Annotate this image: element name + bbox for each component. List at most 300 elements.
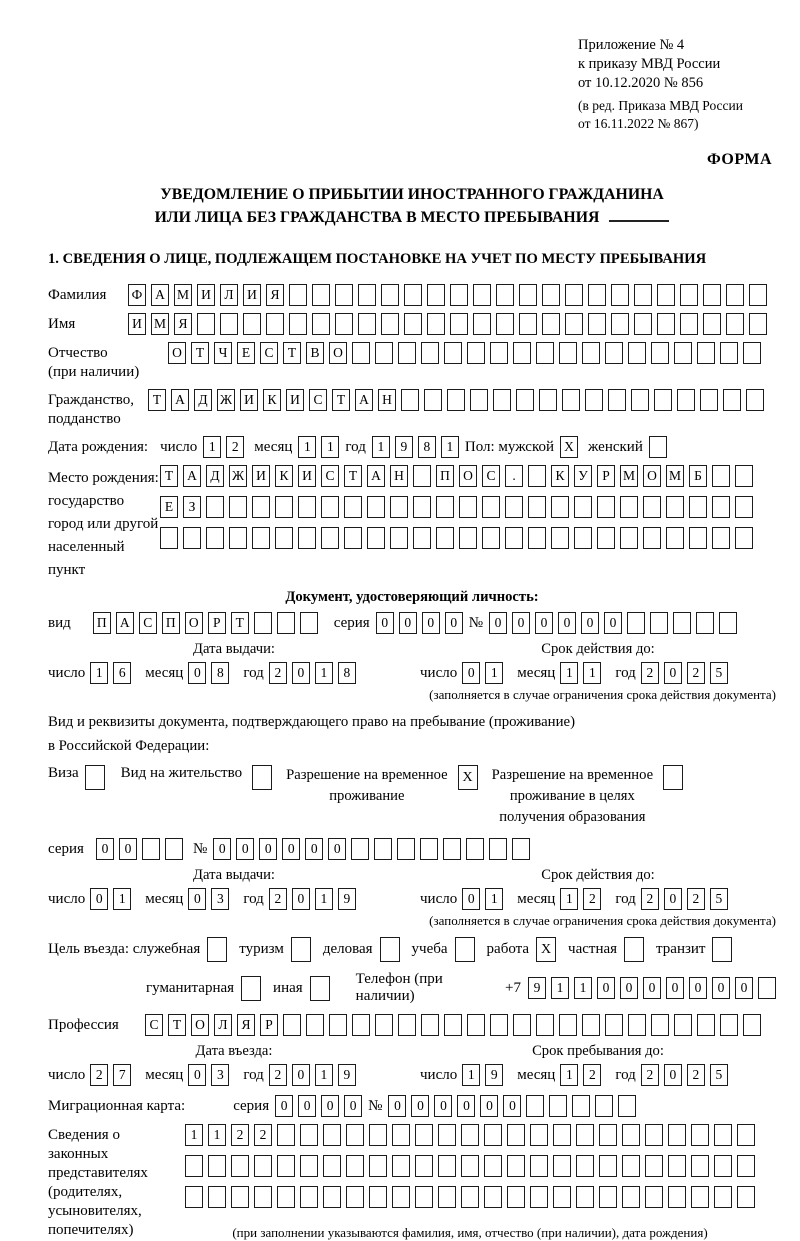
- cell[interactable]: 5: [710, 1064, 728, 1086]
- cell[interactable]: [562, 389, 580, 411]
- cell[interactable]: О: [459, 465, 477, 487]
- legal-reps-cells-row2[interactable]: [185, 1155, 755, 1177]
- cell[interactable]: 0: [292, 1064, 310, 1086]
- cell[interactable]: [346, 1186, 364, 1208]
- cell[interactable]: Р: [260, 1014, 278, 1036]
- cell[interactable]: [489, 838, 507, 860]
- cell[interactable]: З: [183, 496, 201, 518]
- cell[interactable]: [673, 612, 691, 634]
- cell[interactable]: [536, 342, 554, 364]
- cell[interactable]: [551, 527, 569, 549]
- cell[interactable]: [735, 527, 753, 549]
- doc-kind-cells[interactable]: [93, 612, 318, 634]
- cell[interactable]: 2: [269, 662, 287, 684]
- cell[interactable]: [691, 1155, 709, 1177]
- cell[interactable]: [321, 496, 339, 518]
- cell[interactable]: 0: [462, 888, 480, 910]
- birth-place-cells-row2[interactable]: [160, 496, 753, 518]
- cell[interactable]: [381, 284, 399, 306]
- stay-day-cells[interactable]: [462, 1064, 503, 1086]
- cell[interactable]: [677, 389, 695, 411]
- cell[interactable]: X: [560, 436, 578, 458]
- cell[interactable]: 0: [643, 977, 661, 999]
- sex-male-checkbox[interactable]: [560, 436, 578, 458]
- cell[interactable]: [680, 313, 698, 335]
- cell[interactable]: [691, 1124, 709, 1146]
- cell[interactable]: Л: [220, 284, 238, 306]
- cell[interactable]: [700, 389, 718, 411]
- cell[interactable]: И: [252, 465, 270, 487]
- cell[interactable]: 1: [372, 436, 390, 458]
- cell[interactable]: [375, 1014, 393, 1036]
- cell[interactable]: [622, 1124, 640, 1146]
- cell[interactable]: 0: [388, 1095, 406, 1117]
- purpose-transit-checkbox[interactable]: [712, 937, 732, 962]
- cell[interactable]: [392, 1186, 410, 1208]
- given-name-cells[interactable]: [128, 313, 767, 335]
- cell[interactable]: [461, 1155, 479, 1177]
- profession-cells[interactable]: [145, 1014, 761, 1036]
- cell[interactable]: 1: [208, 1124, 226, 1146]
- cell[interactable]: [367, 527, 385, 549]
- cell[interactable]: [436, 496, 454, 518]
- cell[interactable]: [283, 1014, 301, 1036]
- cell[interactable]: [689, 527, 707, 549]
- cell[interactable]: 0: [119, 838, 137, 860]
- cell[interactable]: П: [436, 465, 454, 487]
- cell[interactable]: [438, 1186, 456, 1208]
- cell[interactable]: [605, 342, 623, 364]
- cell[interactable]: О: [191, 1014, 209, 1036]
- cell[interactable]: 1: [583, 662, 601, 684]
- cell[interactable]: 0: [664, 888, 682, 910]
- id-valid-year-cells[interactable]: [641, 662, 728, 684]
- cell[interactable]: [651, 1014, 669, 1036]
- cell[interactable]: [519, 313, 537, 335]
- cell[interactable]: [645, 1155, 663, 1177]
- cell[interactable]: [323, 1155, 341, 1177]
- cell[interactable]: [447, 389, 465, 411]
- cell[interactable]: 1: [315, 1064, 333, 1086]
- cell[interactable]: [344, 527, 362, 549]
- cell[interactable]: Т: [191, 342, 209, 364]
- cell[interactable]: 1: [485, 888, 503, 910]
- cell[interactable]: [427, 284, 445, 306]
- cell[interactable]: 0: [213, 838, 231, 860]
- cell[interactable]: [467, 342, 485, 364]
- cell[interactable]: [427, 313, 445, 335]
- cell[interactable]: 0: [236, 838, 254, 860]
- cell[interactable]: [206, 527, 224, 549]
- cell[interactable]: 0: [344, 1095, 362, 1117]
- cell[interactable]: [392, 1155, 410, 1177]
- cell[interactable]: [643, 496, 661, 518]
- cell[interactable]: [507, 1155, 525, 1177]
- cell[interactable]: [413, 496, 431, 518]
- cell[interactable]: [397, 838, 415, 860]
- cell[interactable]: [467, 1014, 485, 1036]
- cell[interactable]: [404, 284, 422, 306]
- cell[interactable]: [536, 1014, 554, 1036]
- cell[interactable]: .: [505, 465, 523, 487]
- cell[interactable]: [358, 313, 376, 335]
- cell[interactable]: [380, 937, 400, 962]
- cell[interactable]: [735, 496, 753, 518]
- cell[interactable]: [668, 1186, 686, 1208]
- cell[interactable]: [714, 1186, 732, 1208]
- res-series-cells[interactable]: [96, 838, 183, 860]
- cell[interactable]: [444, 342, 462, 364]
- cell[interactable]: 0: [620, 977, 638, 999]
- cell[interactable]: 3: [211, 888, 229, 910]
- cell[interactable]: 2: [687, 1064, 705, 1086]
- doc-number-cells[interactable]: [489, 612, 737, 634]
- cell[interactable]: [746, 389, 764, 411]
- cell[interactable]: [415, 1155, 433, 1177]
- cell[interactable]: [401, 389, 419, 411]
- cell[interactable]: [321, 527, 339, 549]
- citizenship-cells[interactable]: [148, 389, 764, 411]
- cell[interactable]: [335, 313, 353, 335]
- cell[interactable]: [627, 612, 645, 634]
- cell[interactable]: [551, 496, 569, 518]
- cell[interactable]: 1: [551, 977, 569, 999]
- cell[interactable]: [300, 1124, 318, 1146]
- cell[interactable]: 6: [113, 662, 131, 684]
- cell[interactable]: [599, 1155, 617, 1177]
- cell[interactable]: [735, 465, 753, 487]
- cell[interactable]: С: [309, 389, 327, 411]
- cell[interactable]: Р: [597, 465, 615, 487]
- cell[interactable]: Е: [160, 496, 178, 518]
- visa-checkbox[interactable]: [85, 765, 105, 790]
- cell[interactable]: 9: [395, 436, 413, 458]
- cell[interactable]: [697, 342, 715, 364]
- cell[interactable]: [306, 1014, 324, 1036]
- cell[interactable]: [507, 1124, 525, 1146]
- cell[interactable]: [381, 313, 399, 335]
- cell[interactable]: С: [482, 465, 500, 487]
- cell[interactable]: [351, 838, 369, 860]
- cell[interactable]: [470, 389, 488, 411]
- cell[interactable]: [654, 389, 672, 411]
- cell[interactable]: [680, 284, 698, 306]
- cell[interactable]: [582, 342, 600, 364]
- cell[interactable]: [719, 612, 737, 634]
- cell[interactable]: [300, 612, 318, 634]
- cell[interactable]: [482, 496, 500, 518]
- cell[interactable]: [622, 1155, 640, 1177]
- patronymic-cells[interactable]: [168, 342, 761, 364]
- cell[interactable]: 0: [434, 1095, 452, 1117]
- cell[interactable]: 1: [560, 1064, 578, 1086]
- cell[interactable]: П: [93, 612, 111, 634]
- cell[interactable]: [436, 527, 454, 549]
- cell[interactable]: 0: [445, 612, 463, 634]
- temp-residence-checkbox[interactable]: [458, 765, 478, 790]
- cell[interactable]: [703, 313, 721, 335]
- cell[interactable]: 8: [211, 662, 229, 684]
- res-issue-day-cells[interactable]: [90, 888, 131, 910]
- cell[interactable]: [420, 838, 438, 860]
- cell[interactable]: [473, 284, 491, 306]
- cell[interactable]: [390, 527, 408, 549]
- cell[interactable]: И: [298, 465, 316, 487]
- cell[interactable]: [674, 342, 692, 364]
- cell[interactable]: [634, 284, 652, 306]
- purpose-business-checkbox[interactable]: [380, 937, 400, 962]
- cell[interactable]: [413, 465, 431, 487]
- cell[interactable]: [574, 496, 592, 518]
- cell[interactable]: 1: [574, 977, 592, 999]
- cell[interactable]: [496, 284, 514, 306]
- cell[interactable]: [712, 937, 732, 962]
- cell[interactable]: 1: [113, 888, 131, 910]
- cell[interactable]: [323, 1186, 341, 1208]
- cell[interactable]: [329, 1014, 347, 1036]
- cell[interactable]: [542, 284, 560, 306]
- cell[interactable]: Б: [689, 465, 707, 487]
- cell[interactable]: 0: [328, 838, 346, 860]
- cell[interactable]: 1: [315, 662, 333, 684]
- cell[interactable]: 0: [275, 1095, 293, 1117]
- temp-residence-edu-checkbox[interactable]: [663, 765, 683, 790]
- cell[interactable]: [160, 527, 178, 549]
- cell[interactable]: А: [171, 389, 189, 411]
- cell[interactable]: [691, 1186, 709, 1208]
- cell[interactable]: [689, 496, 707, 518]
- id-issue-month-cells[interactable]: [188, 662, 229, 684]
- cell[interactable]: 0: [292, 888, 310, 910]
- cell[interactable]: [300, 1186, 318, 1208]
- cell[interactable]: С: [260, 342, 278, 364]
- cell[interactable]: X: [458, 765, 478, 790]
- cell[interactable]: [415, 1124, 433, 1146]
- cell[interactable]: [165, 838, 183, 860]
- cell[interactable]: [490, 342, 508, 364]
- cell[interactable]: 0: [259, 838, 277, 860]
- cell[interactable]: С: [145, 1014, 163, 1036]
- cell[interactable]: [252, 496, 270, 518]
- purpose-work-checkbox[interactable]: [536, 937, 556, 962]
- cell[interactable]: 0: [735, 977, 753, 999]
- cell[interactable]: [666, 527, 684, 549]
- cell[interactable]: [516, 389, 534, 411]
- cell[interactable]: Р: [208, 612, 226, 634]
- cell[interactable]: [624, 937, 644, 962]
- cell[interactable]: 1: [560, 888, 578, 910]
- purpose-tourism-checkbox[interactable]: [291, 937, 311, 962]
- cell[interactable]: [726, 313, 744, 335]
- cell[interactable]: Я: [174, 313, 192, 335]
- cell[interactable]: [565, 284, 583, 306]
- cell[interactable]: [737, 1186, 755, 1208]
- cell[interactable]: 2: [641, 888, 659, 910]
- cell[interactable]: [576, 1186, 594, 1208]
- cell[interactable]: [277, 1155, 295, 1177]
- cell[interactable]: [663, 765, 683, 790]
- cell[interactable]: [369, 1186, 387, 1208]
- cell[interactable]: [298, 496, 316, 518]
- res-number-cells[interactable]: [213, 838, 530, 860]
- cell[interactable]: [243, 313, 261, 335]
- cell[interactable]: [398, 1014, 416, 1036]
- cell[interactable]: [413, 527, 431, 549]
- cell[interactable]: [208, 1155, 226, 1177]
- cell[interactable]: [712, 527, 730, 549]
- cell[interactable]: 1: [298, 436, 316, 458]
- cell[interactable]: [696, 612, 714, 634]
- entry-year-cells[interactable]: [269, 1064, 356, 1086]
- cell[interactable]: К: [275, 465, 293, 487]
- cell[interactable]: 2: [687, 662, 705, 684]
- birth-place-cells-row1[interactable]: [160, 465, 753, 487]
- cell[interactable]: М: [666, 465, 684, 487]
- cell[interactable]: [549, 1095, 567, 1117]
- cell[interactable]: [312, 284, 330, 306]
- cell[interactable]: [444, 1014, 462, 1036]
- cell[interactable]: А: [183, 465, 201, 487]
- cell[interactable]: 0: [399, 612, 417, 634]
- cell[interactable]: 0: [292, 662, 310, 684]
- cell[interactable]: Т: [332, 389, 350, 411]
- cell[interactable]: 9: [528, 977, 546, 999]
- cell[interactable]: [183, 527, 201, 549]
- cell[interactable]: [208, 1186, 226, 1208]
- cell[interactable]: 0: [689, 977, 707, 999]
- cell[interactable]: [608, 389, 626, 411]
- cell[interactable]: [252, 765, 272, 790]
- cell[interactable]: [466, 838, 484, 860]
- cell[interactable]: [559, 342, 577, 364]
- cell[interactable]: [553, 1124, 571, 1146]
- cell[interactable]: [620, 496, 638, 518]
- cell[interactable]: [595, 1095, 613, 1117]
- cell[interactable]: А: [151, 284, 169, 306]
- birth-place-cells-row3[interactable]: [160, 527, 753, 549]
- cell[interactable]: 1: [90, 662, 108, 684]
- cell[interactable]: [582, 1014, 600, 1036]
- cell[interactable]: А: [367, 465, 385, 487]
- cell[interactable]: 0: [664, 1064, 682, 1086]
- cell[interactable]: М: [151, 313, 169, 335]
- cell[interactable]: [599, 1186, 617, 1208]
- cell[interactable]: И: [240, 389, 258, 411]
- cell[interactable]: Я: [237, 1014, 255, 1036]
- res-issue-month-cells[interactable]: [188, 888, 229, 910]
- cell[interactable]: 3: [211, 1064, 229, 1086]
- cell[interactable]: [519, 284, 537, 306]
- cell[interactable]: [657, 284, 675, 306]
- cell[interactable]: [493, 389, 511, 411]
- cell[interactable]: И: [243, 284, 261, 306]
- cell[interactable]: Ч: [214, 342, 232, 364]
- cell[interactable]: 0: [489, 612, 507, 634]
- res-issue-year-cells[interactable]: [269, 888, 356, 910]
- cell[interactable]: 2: [226, 436, 244, 458]
- cell[interactable]: [645, 1186, 663, 1208]
- cell[interactable]: 0: [457, 1095, 475, 1117]
- cell[interactable]: [484, 1186, 502, 1208]
- cell[interactable]: [398, 342, 416, 364]
- cell[interactable]: [300, 1155, 318, 1177]
- cell[interactable]: 8: [338, 662, 356, 684]
- purpose-official-checkbox[interactable]: [207, 937, 227, 962]
- cell[interactable]: И: [286, 389, 304, 411]
- cell[interactable]: 8: [418, 436, 436, 458]
- cell[interactable]: 1: [203, 436, 221, 458]
- cell[interactable]: [404, 313, 422, 335]
- cell[interactable]: [207, 937, 227, 962]
- cell[interactable]: [298, 527, 316, 549]
- cell[interactable]: [346, 1124, 364, 1146]
- cell[interactable]: 5: [710, 662, 728, 684]
- legal-reps-cells-row1[interactable]: [185, 1124, 755, 1146]
- cell[interactable]: 1: [441, 436, 459, 458]
- cell[interactable]: [714, 1124, 732, 1146]
- cell[interactable]: 2: [641, 1064, 659, 1086]
- cell[interactable]: [528, 496, 546, 518]
- cell[interactable]: К: [551, 465, 569, 487]
- cell[interactable]: [758, 977, 776, 999]
- cell[interactable]: 0: [597, 977, 615, 999]
- birth-day-cells[interactable]: [203, 436, 244, 458]
- cell[interactable]: [605, 1014, 623, 1036]
- cell[interactable]: Л: [214, 1014, 232, 1036]
- cell[interactable]: 1: [560, 662, 578, 684]
- cell[interactable]: [424, 389, 442, 411]
- cell[interactable]: [252, 527, 270, 549]
- id-issue-day-cells[interactable]: [90, 662, 131, 684]
- cell[interactable]: [455, 937, 475, 962]
- cell[interactable]: [438, 1155, 456, 1177]
- stay-year-cells[interactable]: [641, 1064, 728, 1086]
- cell[interactable]: 2: [231, 1124, 249, 1146]
- cell[interactable]: [482, 527, 500, 549]
- cell[interactable]: [438, 1124, 456, 1146]
- cell[interactable]: Е: [237, 342, 255, 364]
- cell[interactable]: [459, 496, 477, 518]
- cell[interactable]: М: [174, 284, 192, 306]
- cell[interactable]: [507, 1186, 525, 1208]
- cell[interactable]: [574, 527, 592, 549]
- cell[interactable]: Н: [390, 465, 408, 487]
- cell[interactable]: 7: [113, 1064, 131, 1086]
- cell[interactable]: [344, 496, 362, 518]
- cell[interactable]: 1: [185, 1124, 203, 1146]
- cell[interactable]: [712, 496, 730, 518]
- cell[interactable]: X: [536, 937, 556, 962]
- cell[interactable]: [697, 1014, 715, 1036]
- cell[interactable]: Т: [160, 465, 178, 487]
- cell[interactable]: К: [263, 389, 281, 411]
- cell[interactable]: 0: [503, 1095, 521, 1117]
- cell[interactable]: О: [643, 465, 661, 487]
- cell[interactable]: О: [168, 342, 186, 364]
- cell[interactable]: [443, 838, 461, 860]
- cell[interactable]: 9: [485, 1064, 503, 1086]
- cell[interactable]: Т: [344, 465, 362, 487]
- cell[interactable]: 2: [269, 888, 287, 910]
- cell[interactable]: [530, 1124, 548, 1146]
- cell[interactable]: [323, 1124, 341, 1146]
- cell[interactable]: [597, 527, 615, 549]
- cell[interactable]: 2: [90, 1064, 108, 1086]
- cell[interactable]: И: [128, 313, 146, 335]
- cell[interactable]: [473, 313, 491, 335]
- cell[interactable]: 0: [664, 662, 682, 684]
- cell[interactable]: [712, 465, 730, 487]
